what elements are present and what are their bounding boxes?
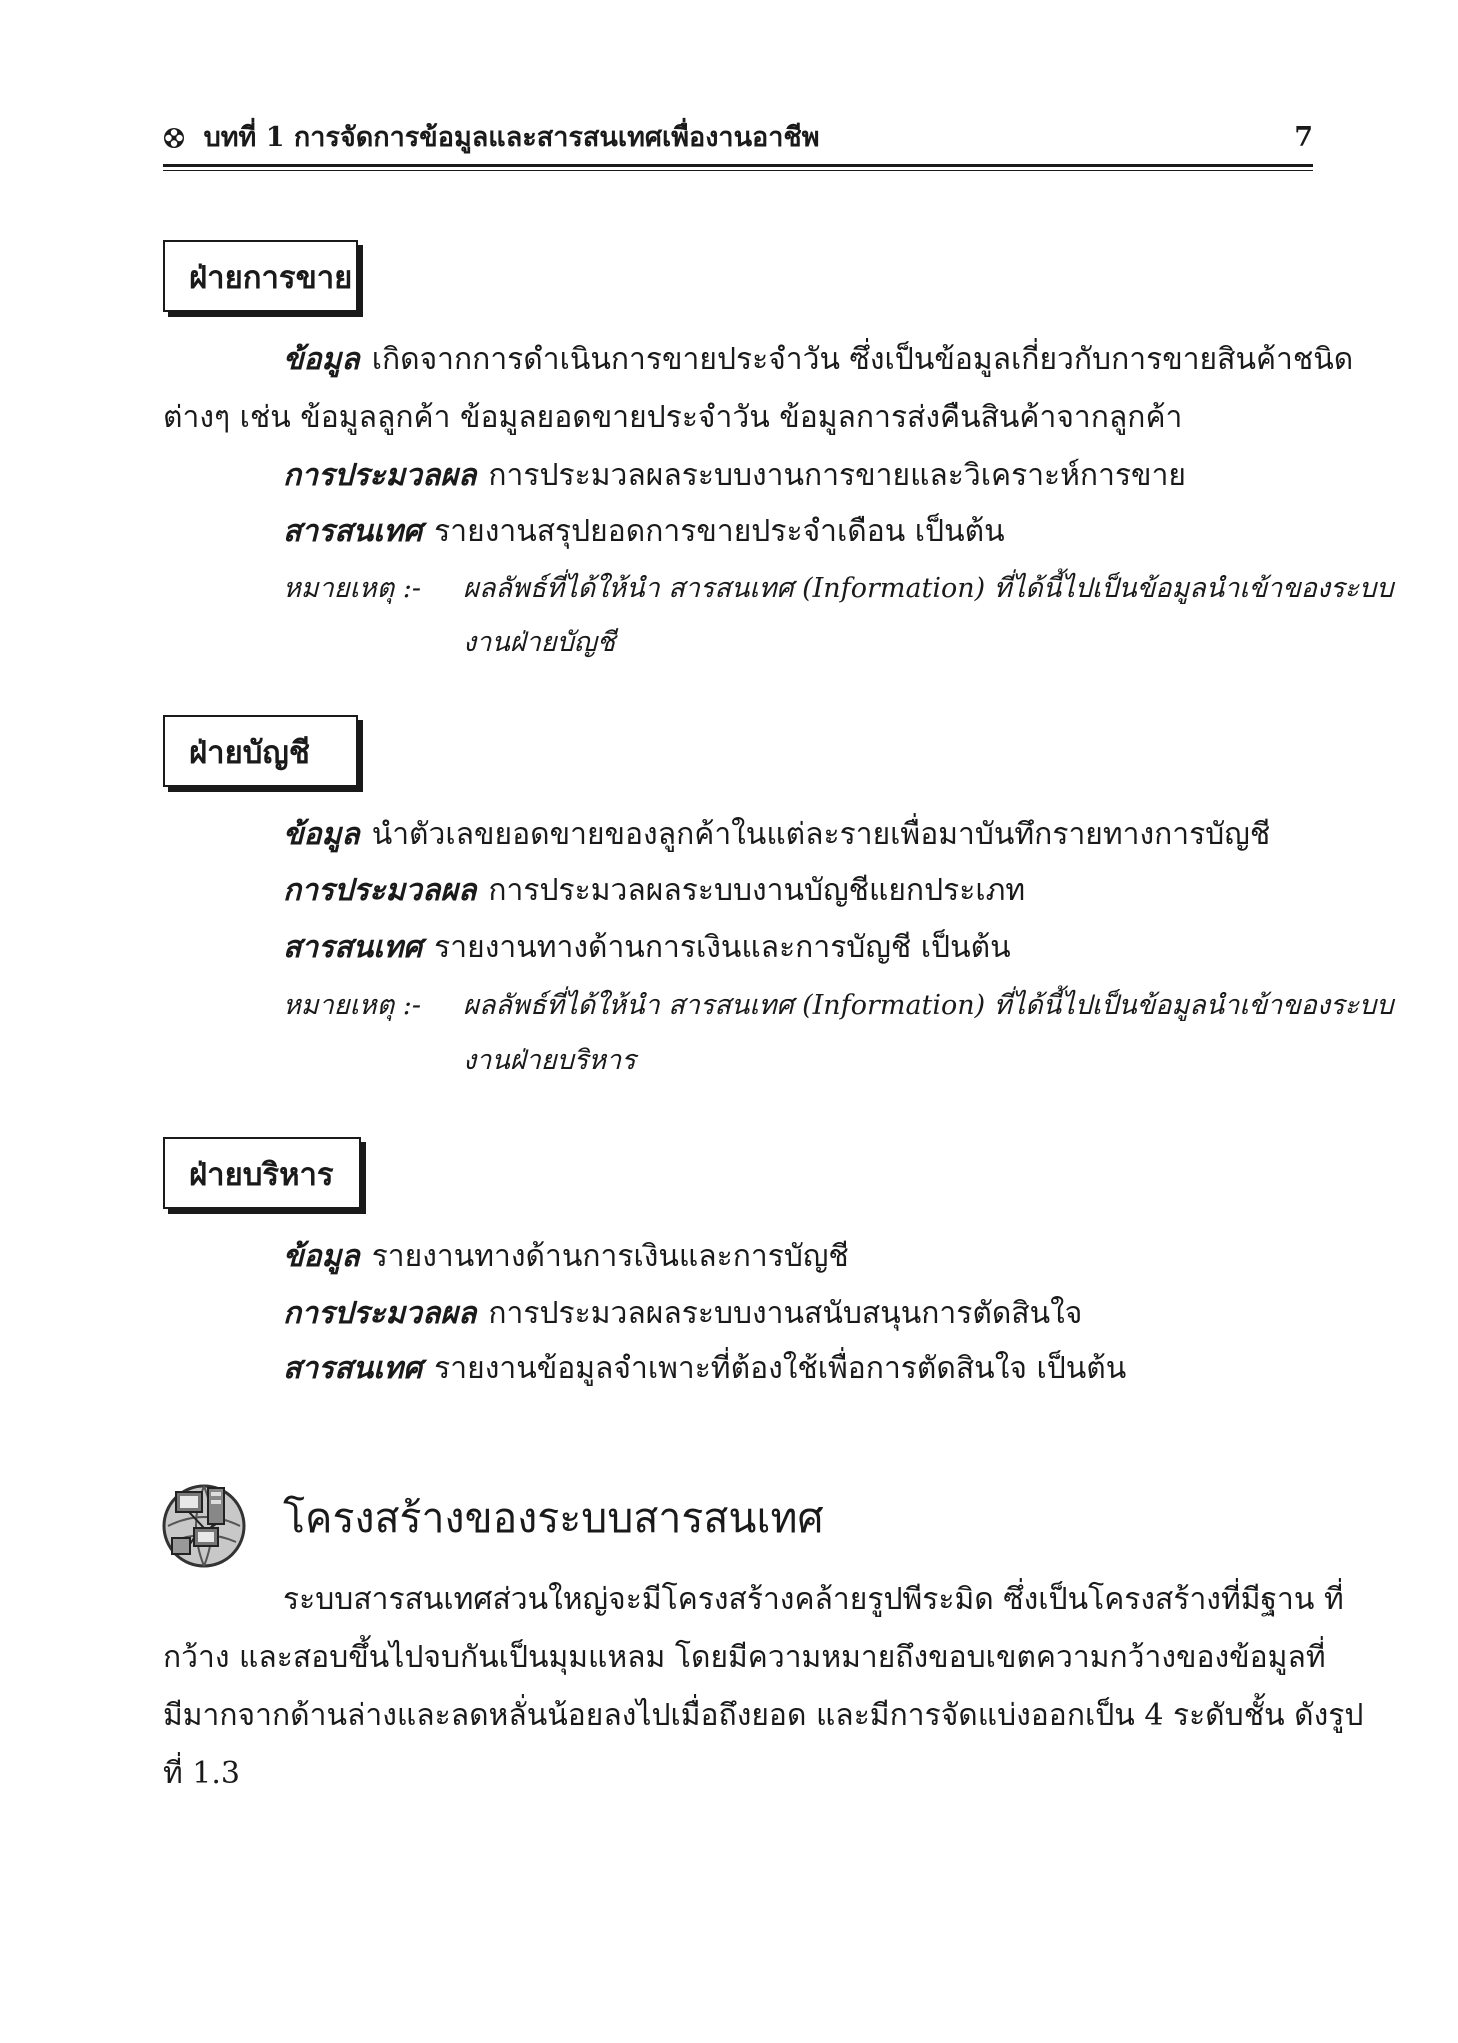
accounting-note-line-2: งานฝ่ายบริหาร — [463, 1045, 636, 1076]
sales-process-text: การประมวลผลระบบงานการขายและวิเคราะห์การขาย — [488, 458, 1186, 493]
sales-data-line — [283, 338, 1353, 382]
management-info-text: รายงานข้อมูลจำเพาะที่ต้องใช้เพื่อการตัดสินใจ เป็นต้น — [434, 1351, 1127, 1386]
management-info-line — [283, 1347, 1126, 1391]
accounting-info-text: รายงานทางด้านการเงินและการบัญชี เป็นต้น — [434, 930, 1011, 965]
sales-data-text: เกิดจากการดำเนินการขายประจำวัน ซึ่งเป็นข้อมูลเกี่ยวกับการขายสินค้าชนิด — [371, 342, 1354, 377]
sales-note-line-2: งานฝ่ายบัญชี — [463, 627, 616, 658]
term-data: ข้อมูล — [283, 342, 360, 377]
accounting-note-label: หมายเหตุ :- — [283, 990, 421, 1021]
section-title-structure: โครงสร้างของระบบสารสนเทศ — [283, 1494, 824, 1542]
header-rule-thin — [163, 170, 1313, 171]
sales-info-text: รายงานสรุปยอดการขายประจำเดือน เป็นต้น — [434, 514, 1005, 549]
management-data-text: รายงานทางด้านการเงินและการบัญชี — [371, 1239, 849, 1274]
term-info: สารสนเทศ — [283, 930, 423, 965]
term-info: สารสนเทศ — [283, 1351, 423, 1386]
term-data: ข้อมูล — [283, 817, 360, 852]
accounting-data-line — [283, 813, 1270, 857]
sales-data-line-2: ต่างๆ เช่น ข้อมูลลูกค้า ข้อมูลยอดขายประจำวัน ข้อมูลการส่งคืนสินค้าจากลูกค้า — [163, 400, 1183, 435]
chapter-title: บทที่ 1 การจัดการข้อมูลและสารสนเทศเพื่องานอาชีพ — [203, 122, 820, 153]
section-label-accounting: ฝ่ายบัญชี — [163, 715, 358, 787]
sales-note-label: หมายเหตุ :- — [283, 573, 421, 604]
sales-info-line — [283, 510, 1005, 554]
term-process: การประมวลผล — [283, 873, 477, 908]
computer-network-globe-icon — [158, 1478, 250, 1570]
structure-paragraph-line-1: ระบบสารสนเทศส่วนใหญ่จะมีโครงสร้างคล้ายรูปพีระมิด ซึ่งเป็นโครงสร้างที่มีฐาน ที่ — [283, 1582, 1344, 1617]
running-header — [163, 118, 1313, 158]
accounting-note-line-1: ผลลัพธ์ที่ได้ให้นำ สารสนเทศ (Information) ที่ได้นี้ไปเป็นข้อมูลนำเข้าของระบบ — [463, 990, 1394, 1021]
page-number: 7 — [1294, 122, 1313, 153]
header-rule-thick — [163, 164, 1313, 167]
term-info: สารสนเทศ — [283, 514, 423, 549]
accounting-process-line — [283, 869, 1025, 913]
accounting-data-text: นำตัวเลขยอดขายของลูกค้าในแต่ละรายเพื่อมาบันทึกรายทางการบัญชี — [371, 817, 1271, 852]
management-data-line — [283, 1235, 849, 1279]
term-data: ข้อมูล — [283, 1239, 360, 1274]
management-process-line — [283, 1292, 1082, 1336]
sales-note-line-1: ผลลัพธ์ที่ได้ให้นำ สารสนเทศ (Information) ที่ได้นี้ไปเป็นข้อมูลนำเข้าของระบบ — [463, 573, 1394, 604]
term-process: การประมวลผล — [283, 458, 477, 493]
structure-paragraph-line-2: กว้าง และสอบขึ้นไปจบกันเป็นมุมแหลม โดยมีความหมายถึงขอบเขตความกว้างของข้อมูลที่ — [163, 1640, 1326, 1675]
structure-paragraph-line-3: มีมากจากด้านล่างและลดหลั่นน้อยลงไปเมื่อถึงยอด และมีการจัดแบ่งออกเป็น 4 ระดับชั้น ดังรูป — [163, 1698, 1364, 1733]
flower-bullet-icon — [163, 127, 185, 149]
term-process: การประมวลผล — [283, 1296, 477, 1331]
sales-process-line — [283, 454, 1186, 498]
section-label-management: ฝ่ายบริหาร — [163, 1137, 361, 1209]
structure-paragraph-line-4: ที่ 1.3 — [163, 1756, 241, 1791]
section-label-sales: ฝ่ายการขาย — [163, 240, 358, 312]
accounting-info-line — [283, 926, 1011, 970]
accounting-process-text: การประมวลผลระบบงานบัญชีแยกประเภท — [488, 873, 1026, 908]
management-process-text: การประมวลผลระบบงานสนับสนุนการตัดสินใจ — [488, 1296, 1083, 1331]
